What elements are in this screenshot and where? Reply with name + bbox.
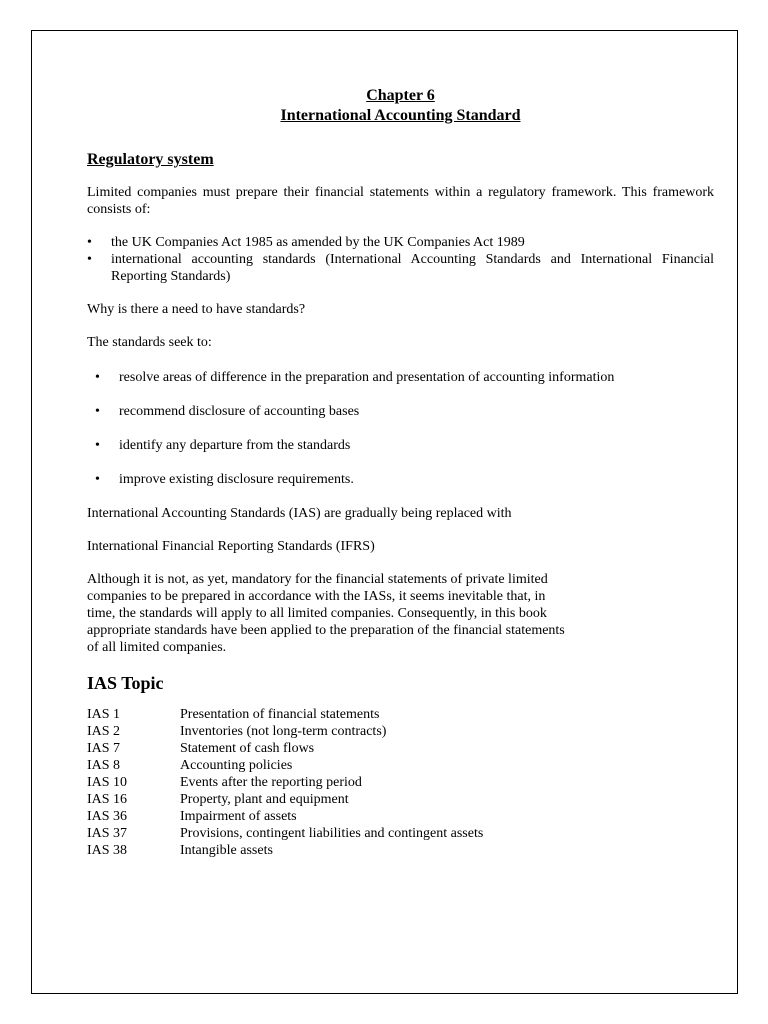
standards-aims-list: [87, 369, 714, 488]
ias-code: IAS 1: [87, 707, 121, 722]
ias-code: IAS 38: [87, 843, 128, 858]
document-body: [87, 86, 714, 859]
ias-code: IAS 16: [87, 792, 128, 807]
ias-code: IAS 8: [87, 758, 121, 773]
paragraph-line: companies to be prepared in accordance with the IASs, it seems inevitable that, in: [87, 589, 546, 604]
paragraph-line: appropriate standards have been applied to the preparation of the financial statements: [87, 623, 565, 638]
ias-topic: Intangible assets: [180, 843, 273, 858]
intro-paragraph: Limited companies must prepare their financial statements within a regulatory framework. This framework consists of:: [87, 185, 714, 217]
paragraph-line: time, the standards will apply to all limited companies. Consequently, in this book: [87, 606, 547, 621]
chapter-label: Chapter 6: [366, 87, 435, 104]
standards-intro: The standards seek to:: [87, 335, 212, 350]
ias-topic-table: [87, 706, 483, 859]
ias-code: IAS 2: [87, 724, 121, 739]
ias-topic: Property, plant and equipment: [180, 792, 349, 807]
ifrs-line: International Financial Reporting Standards (IFRS): [87, 539, 375, 554]
paragraph-line: of all limited companies.: [87, 640, 227, 655]
ias-topic: Impairment of assets: [180, 809, 297, 824]
list-item: • resolve areas of difference in the preparation and presentation of accounting information: [87, 369, 714, 386]
table-row: [87, 740, 483, 757]
list-item: • the UK Companies Act 1985 as amended by the UK Companies Act 1989: [87, 234, 714, 251]
ias-topic: Events after the reporting period: [180, 775, 362, 790]
ias-topic: Provisions, contingent liabilities and contingent assets: [180, 826, 484, 841]
ias-topic: Presentation of financial statements: [180, 707, 380, 722]
paragraph-line: Although it is not, as yet, mandatory for the financial statements of private limited: [87, 572, 548, 587]
table-row: [87, 808, 483, 825]
table-row: [87, 842, 483, 859]
table-row: [87, 723, 483, 740]
list-item: • improve existing disclosure requirements.: [87, 471, 714, 488]
list-item: • identify any departure from the standards: [87, 437, 714, 454]
table-row: [87, 791, 483, 808]
section-heading: Regulatory system: [87, 151, 214, 168]
chapter-title: International Accounting Standard: [280, 107, 521, 124]
question-line: Why is there a need to have standards?: [87, 302, 306, 317]
ias-topic: Accounting policies: [180, 758, 293, 773]
ias-topic: Inventories (not long-term contracts): [180, 724, 387, 739]
table-row: [87, 774, 483, 791]
ias-topic-heading: IAS Topic: [87, 673, 164, 693]
table-row: [87, 825, 483, 842]
table-row: [87, 757, 483, 774]
list-item: • international accounting standards (International Accounting Standards and International Financial Reporting Standards): [87, 251, 714, 285]
ias-replacement-line: International Accounting Standards (IAS) are gradually being replaced with: [87, 506, 512, 521]
table-row: [87, 706, 483, 723]
ias-code: IAS 10: [87, 775, 128, 790]
list-item: • recommend disclosure of accounting bases: [87, 403, 714, 420]
ias-code: IAS 36: [87, 809, 128, 824]
framework-list: [87, 234, 714, 285]
ias-code: IAS 7: [87, 741, 121, 756]
mandatory-paragraph: [87, 571, 714, 656]
ias-code: IAS 37: [87, 826, 128, 841]
ias-topic: Statement of cash flows: [180, 741, 315, 756]
